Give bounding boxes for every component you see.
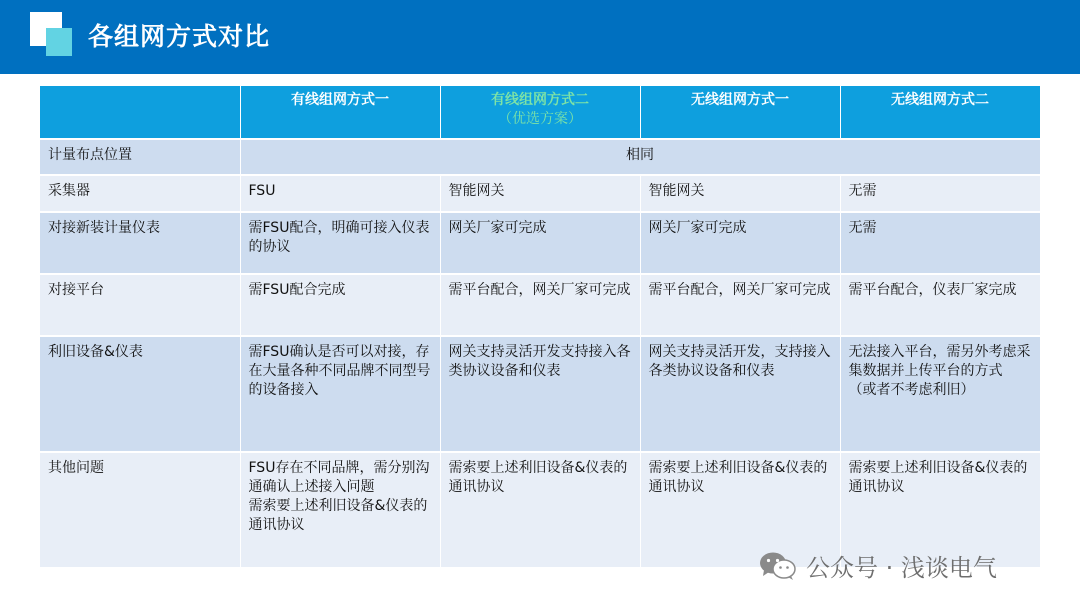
preferred-note: （优选方案） — [498, 111, 582, 127]
table-cell: 智能网关 — [640, 175, 840, 212]
table-row — [40, 274, 1040, 336]
row-label: 其他问题 — [40, 452, 240, 568]
table-cell: 网关支持灵活开发支持接入各类协议设备和仪表 — [440, 336, 640, 452]
table-row — [40, 212, 1040, 274]
table-cell: 网关厂家可完成 — [440, 212, 640, 274]
row-label: 采集器 — [40, 175, 240, 212]
merged-cell: 相同 — [240, 139, 1040, 175]
watermark-text: 公众号 · 浅谈电气 — [806, 554, 997, 582]
row-label: 对接平台 — [40, 274, 240, 336]
table-cell: 网关支持灵活开发，支持接入各类协议设备和仪表 — [640, 336, 840, 452]
table-cell: 需FSU确认是否可以对接，存在大量各种不同品牌不同型号的设备接入 — [240, 336, 440, 452]
table-cell: 需索要上述利旧设备&仪表的通讯协议 — [640, 452, 840, 568]
page-title: 各组网方式对比 — [88, 22, 271, 51]
header-bar — [0, 0, 1080, 74]
table-cell: 需平台配合，网关厂家可完成 — [440, 274, 640, 336]
table-cell: 需FSU配合，明确可接入仪表的协议 — [240, 212, 440, 274]
column-header-wireless-1: 无线组网方式一 — [640, 86, 840, 139]
table-row — [40, 336, 1040, 452]
table-cell: 无法接入平台，需另外考虑采集数据并上传平台的方式 （或者不考虑利旧） — [840, 336, 1040, 452]
table-cell: 需平台配合，网关厂家可完成 — [640, 274, 840, 336]
table-cell: 无需 — [840, 175, 1040, 212]
table-cell: 需平台配合，仪表厂家完成 — [840, 274, 1040, 336]
table-cell: 网关厂家可完成 — [640, 212, 840, 274]
comparison-table — [40, 86, 1041, 569]
table-cell: 智能网关 — [440, 175, 640, 212]
table-cell: 无需 — [840, 212, 1040, 274]
column-header-wired-1: 有线组网方式一 — [240, 86, 440, 139]
logo-square-cyan — [46, 28, 72, 56]
table-cell: 需索要上述利旧设备&仪表的通讯协议 — [840, 452, 1040, 568]
table-row — [40, 139, 1040, 175]
table-row — [40, 175, 1040, 212]
header-corner-cell — [40, 86, 240, 139]
table-cell: 需FSU配合完成 — [240, 274, 440, 336]
watermark — [758, 548, 997, 583]
table-cell: 需索要上述利旧设备&仪表的通讯协议 — [440, 452, 640, 568]
row-label: 对接新装计量仪表 — [40, 212, 240, 274]
table-cell: FSU — [240, 175, 440, 212]
column-header-wireless-2: 无线组网方式二 — [840, 86, 1040, 139]
column-header-wired-2: 有线组网方式二 （优选方案） — [440, 86, 640, 139]
row-label: 利旧设备&仪表 — [40, 336, 240, 452]
table-cell: FSU存在不同品牌，需分别沟通确认上述接入问题 需索要上述利旧设备&仪表的通讯协议 — [240, 452, 440, 568]
table-header-row — [40, 86, 1040, 139]
wechat-icon — [758, 551, 798, 581]
row-label: 计量布点位置 — [40, 139, 240, 175]
